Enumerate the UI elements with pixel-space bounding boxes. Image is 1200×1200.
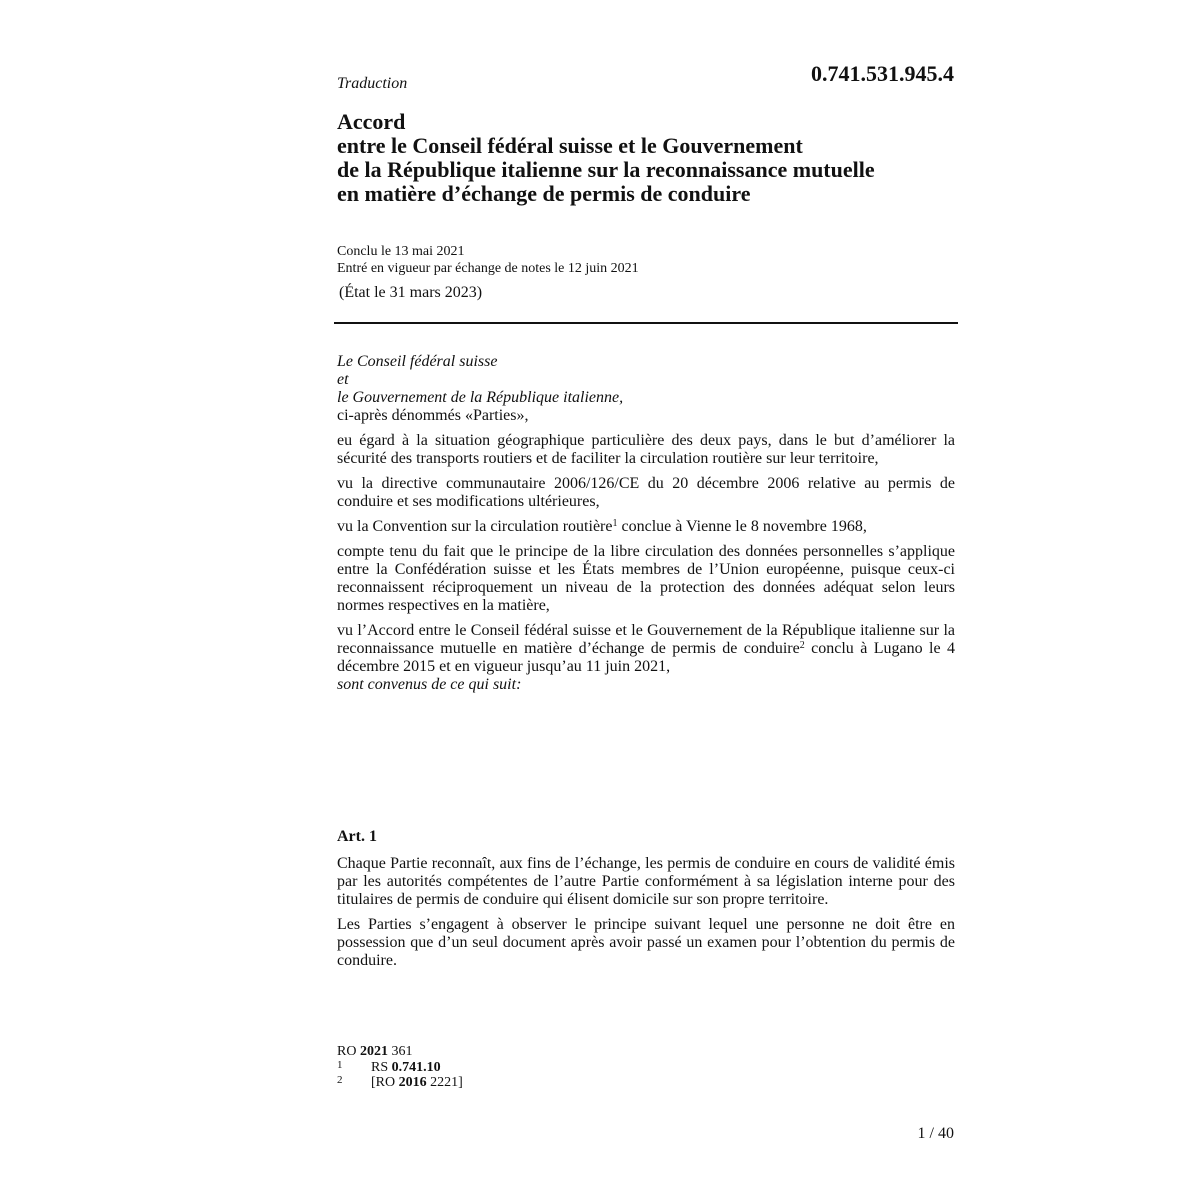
translation-label: Traduction bbox=[337, 75, 408, 92]
party-2: le Gouvernement de la République italienne, bbox=[337, 389, 624, 406]
preamble-paragraph: vu la directive communautaire 2006/126/CE du 20 décembre 2006 relative au permis de conduire et ses modifications ultérieures, bbox=[337, 475, 955, 510]
title-line: Accord bbox=[337, 109, 406, 134]
ro-page: 361 bbox=[387, 1044, 413, 1059]
page-number: 1 / 40 bbox=[917, 1125, 954, 1142]
conclusion-info bbox=[337, 243, 639, 277]
footnote-prefix: RS bbox=[371, 1060, 392, 1075]
preamble-text: conclu à Lugano le 4 décembre 2015 et en vigueur jusqu’au 11 juin 2021, bbox=[337, 640, 955, 675]
footnote-suffix: 2221] bbox=[426, 1075, 463, 1090]
preamble-paragraph bbox=[337, 622, 955, 676]
preamble bbox=[337, 353, 955, 694]
state-date: (État le 31 mars 2023) bbox=[339, 284, 483, 301]
sr-number: 0.741.531.945.4 bbox=[811, 61, 954, 86]
footnote-text bbox=[371, 1075, 463, 1090]
entry-into-force-date: Entré en vigueur par échange de notes le 12 juin 2021 bbox=[337, 261, 639, 276]
preamble-text: conclue à Vienne le 8 novembre 1968, bbox=[617, 518, 867, 535]
footer bbox=[337, 1044, 463, 1090]
article-paragraph: Chaque Partie reconnaît, aux fins de l’échange, les permis de conduire en cours de validité émis par les autorités compétentes de l’autre Partie conformément à sa législation interne pour des titulaires de permis de conduire qui élisent domicile sur son propre territoire. bbox=[337, 855, 955, 908]
header-divider bbox=[334, 322, 958, 324]
preamble-closing: sont convenus de ce qui suit: bbox=[337, 676, 522, 693]
party-1: Le Conseil fédéral suisse bbox=[337, 353, 498, 370]
title-line: entre le Conseil fédéral suisse et le Gouvernement bbox=[337, 133, 803, 158]
footnote-prefix: [RO bbox=[371, 1075, 399, 1090]
ro-prefix: RO bbox=[337, 1044, 360, 1059]
footnote-text bbox=[371, 1060, 441, 1075]
preamble-text: vu la Convention sur la circulation routière bbox=[337, 518, 613, 535]
footnote-number: 2 bbox=[337, 1074, 343, 1086]
footnote-bold: 2016 bbox=[398, 1075, 427, 1090]
concluded-date: Conclu le 13 mai 2021 bbox=[337, 244, 465, 259]
ro-year: 2021 bbox=[359, 1044, 388, 1059]
preamble-paragraph bbox=[337, 518, 955, 536]
preamble-paragraph: eu égard à la situation géographique particulière des deux pays, dans le but d’améliorer la sécurité des transports routiers et de faciliter la circulation routière sur leur territoire, bbox=[337, 432, 955, 467]
footnote-2 bbox=[337, 1075, 463, 1090]
document-title bbox=[337, 110, 977, 206]
title-line: de la République italienne sur la reconnaissance mutuelle bbox=[337, 157, 875, 182]
preamble-paragraph: compte tenu du fait que le principe de la libre circulation des données personnelles s’applique entre la Confédération suisse et les États membres de l’Union européenne, puisque ceux-ci reconnaissent réciproquement un niveau de la protection des données adéquat selon leurs normes respectives en la matière, bbox=[337, 543, 955, 614]
article-1-body bbox=[337, 855, 955, 970]
parties-designation: ci-après dénommés «Parties», bbox=[337, 407, 529, 424]
title-line: en matière d’échange de permis de conduire bbox=[337, 181, 751, 206]
footnote-number: 1 bbox=[337, 1059, 343, 1071]
conjunction: et bbox=[337, 371, 349, 388]
footnote-ref-1[interactable]: 1 bbox=[612, 518, 618, 529]
footnote-bold: 0.741.10 bbox=[391, 1060, 441, 1075]
footnote-ref-2[interactable]: 2 bbox=[799, 640, 805, 651]
article-paragraph: Les Parties s’engagent à observer le principe suivant lequel une personne ne doit être en possession que d’un seul document après avoir passé un examen pour l’obtention du permis de conduire. bbox=[337, 916, 955, 969]
article-1-title: Art. 1 bbox=[337, 828, 377, 845]
preamble-text: vu l’Accord entre le Conseil fédéral suisse et le Gouvernement de la République italienne sur la reconnaissance mutuelle en matière d’échange de permis de conduire bbox=[337, 622, 955, 657]
